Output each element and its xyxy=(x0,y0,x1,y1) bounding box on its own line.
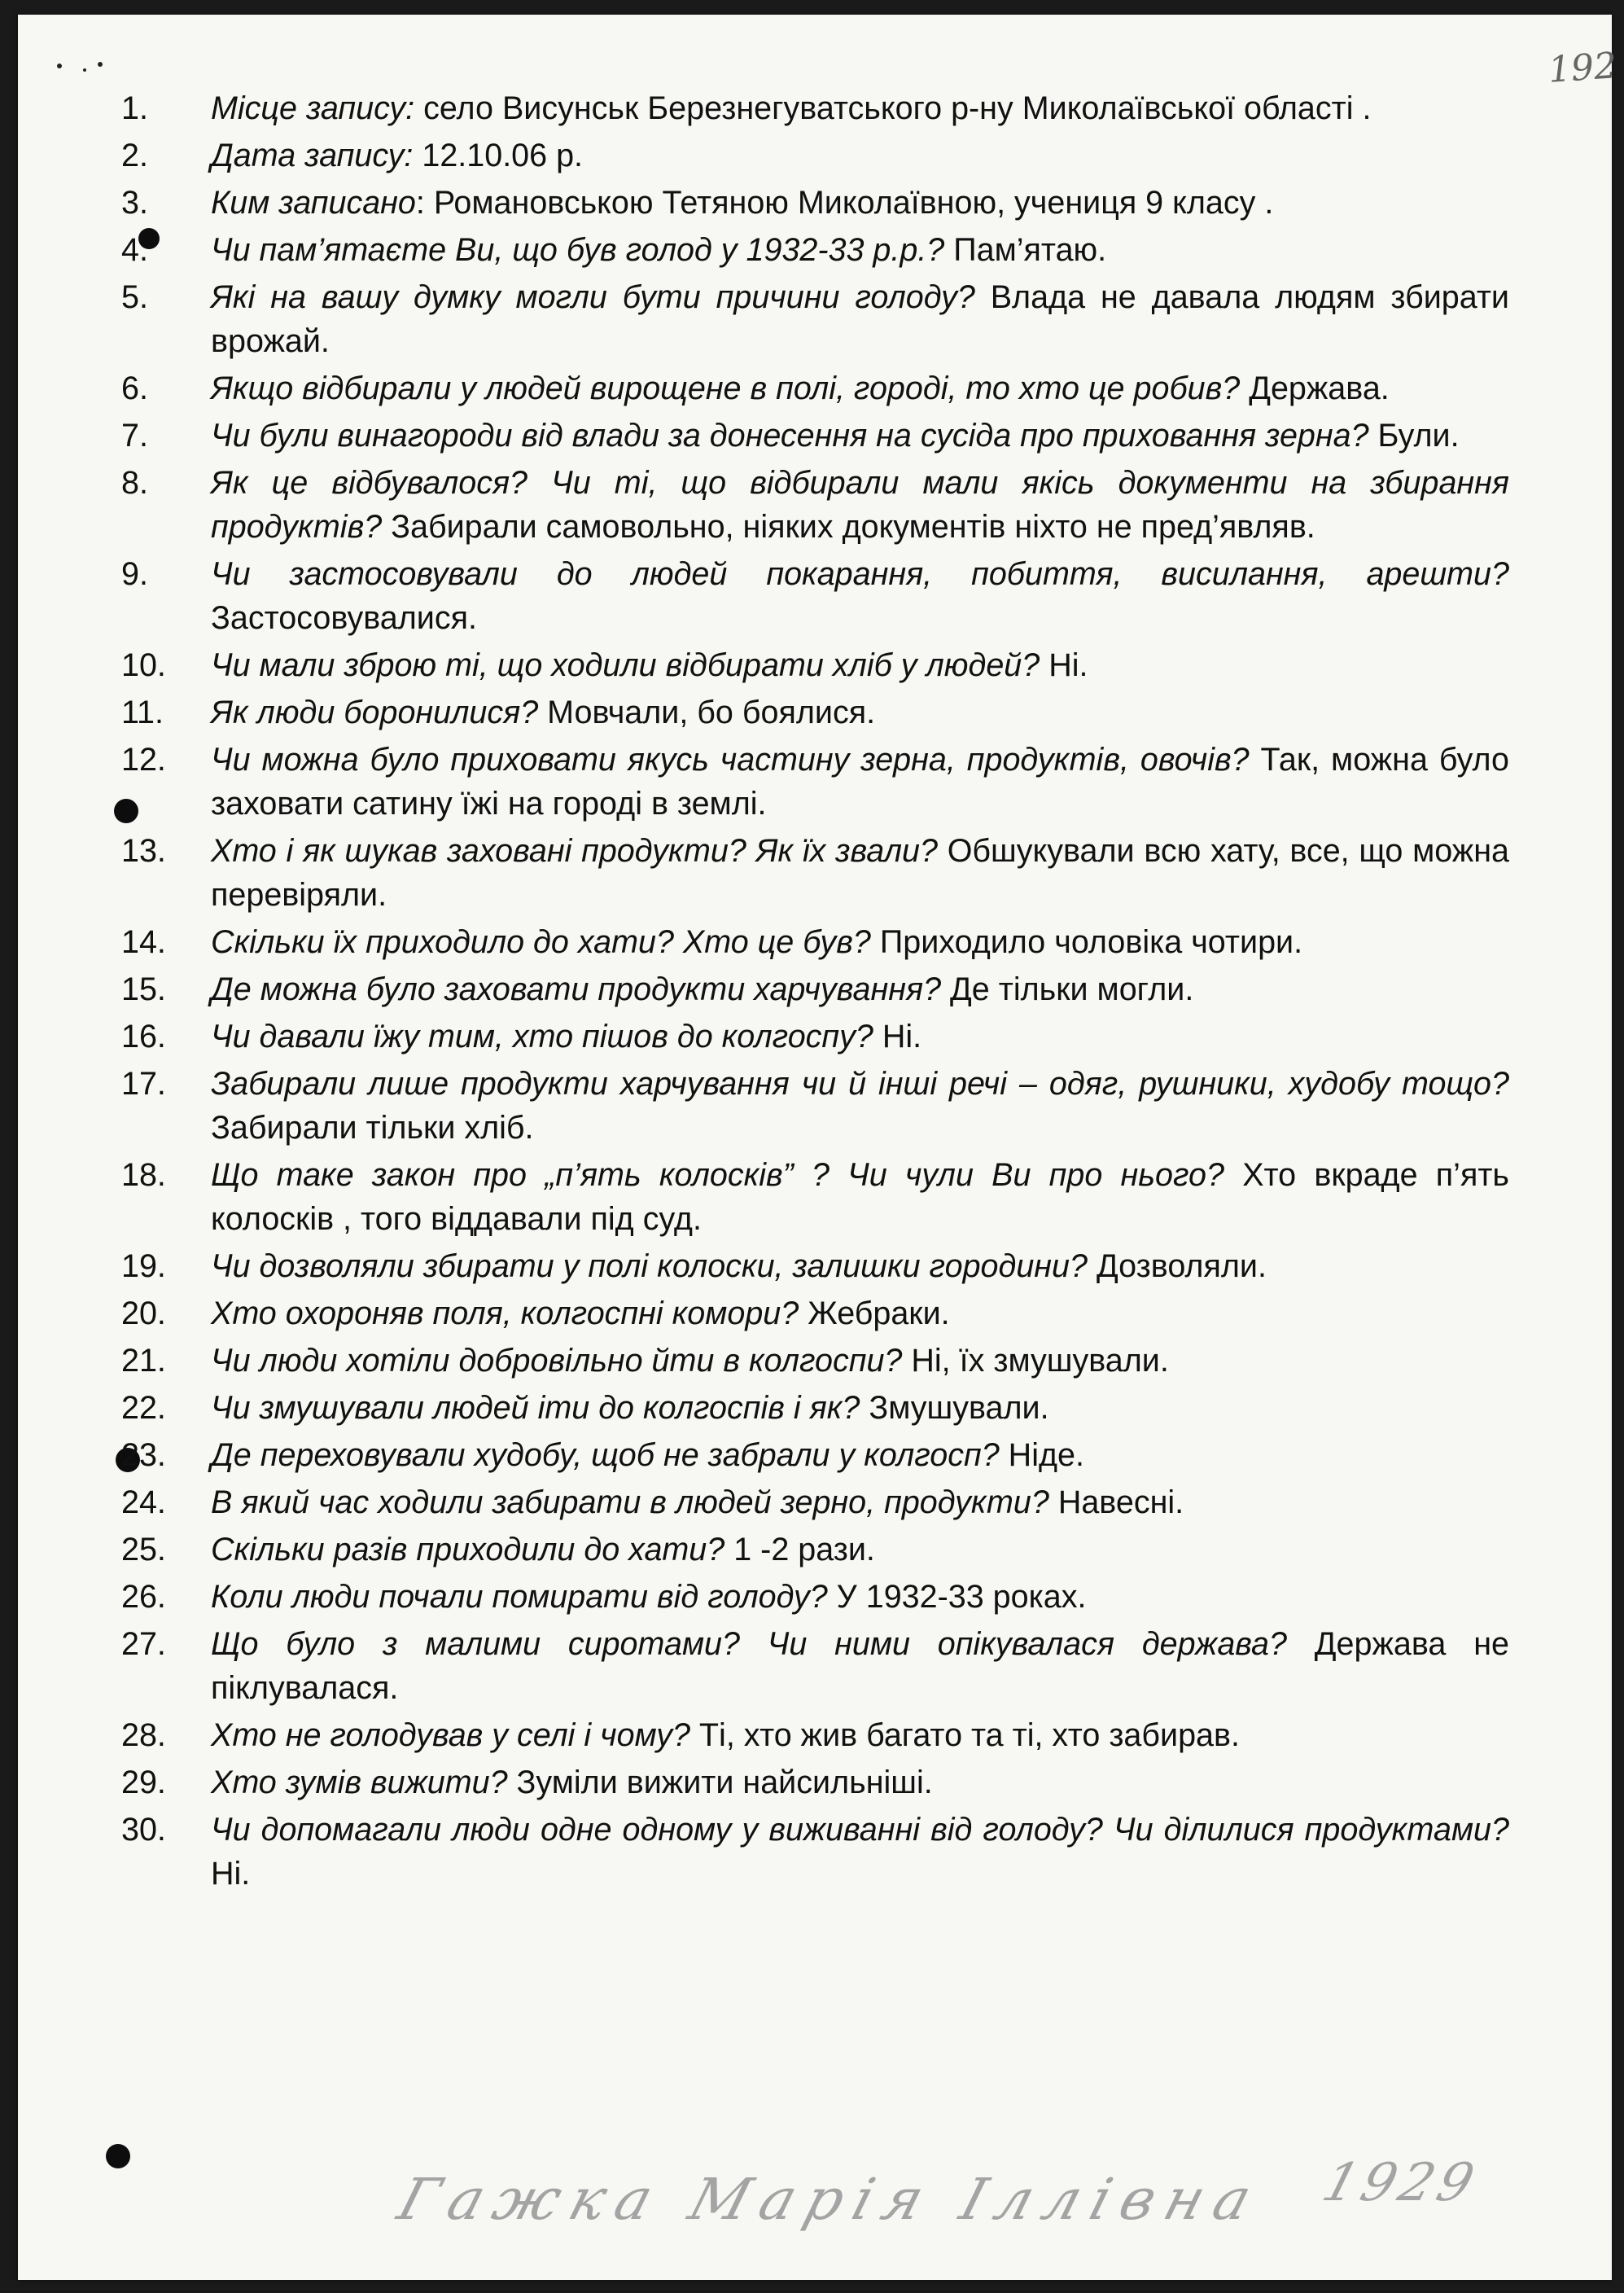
signature-year: 1929 xyxy=(1315,2153,1486,2213)
question-text xyxy=(211,1622,1509,1710)
question-text xyxy=(211,1062,1509,1150)
answer: 1 -2 рази. xyxy=(724,1532,875,1567)
answer: Забирали тільки хліб. xyxy=(211,1110,534,1146)
question: Скільки їх приходило до хати? Хто це був? xyxy=(211,924,871,960)
question-number: 4. xyxy=(121,232,148,268)
question-text xyxy=(211,1015,1509,1059)
question-item xyxy=(18,643,1509,687)
answer: Були. xyxy=(1368,418,1460,454)
handwritten-signature xyxy=(384,2153,1508,2246)
question-number: 7. xyxy=(121,418,148,454)
question-text xyxy=(211,1339,1509,1383)
question-number: 14. xyxy=(121,924,166,960)
answer: Мовчали, бо боялися. xyxy=(538,695,876,730)
question-text xyxy=(211,1808,1509,1896)
question-text xyxy=(211,1528,1509,1572)
question-item xyxy=(18,366,1509,410)
answer: Держава не піклувалася. xyxy=(211,1626,1509,1706)
answer: Ні. xyxy=(211,1856,251,1892)
answer: Ті, хто жив багато та ті, хто забирав. xyxy=(689,1717,1240,1753)
question: Якщо відбирали у людей вирощене в полі, городі, то хто це робив? xyxy=(211,370,1241,406)
answer: Обшукували всю хату, все, що можна перевіряли. xyxy=(211,833,1509,913)
question-number: 21. xyxy=(121,1343,166,1379)
question-text xyxy=(211,86,1509,130)
question: Як це відбувалося? Чи ті, що відбирали мали якісь документи на збирання продуктів? xyxy=(211,465,1509,545)
question-number: 10. xyxy=(121,647,166,683)
question-text xyxy=(211,1713,1509,1757)
question-item xyxy=(18,738,1509,826)
answer: Де тільки могли. xyxy=(941,971,1194,1007)
question-item xyxy=(18,920,1509,964)
question: Що таке закон про „п’ять колосків” ? Чи чули Ви про нього? xyxy=(211,1157,1224,1193)
question-number: 2. xyxy=(121,138,148,173)
question-text xyxy=(211,134,1509,178)
question-text xyxy=(211,829,1509,917)
question-item xyxy=(18,1244,1509,1288)
question-item xyxy=(18,1480,1509,1524)
question-item xyxy=(18,552,1509,640)
answer: Навесні. xyxy=(1048,1484,1184,1520)
question: Чи дозволяли збирати у полі колоски, залишки городини? xyxy=(211,1248,1088,1284)
answer: Ні. xyxy=(1040,647,1088,683)
question-text xyxy=(211,552,1509,640)
answer: Дозволяли. xyxy=(1087,1248,1267,1284)
answer: Зуміли вижити найсильніші. xyxy=(507,1765,933,1800)
question: Як люди боронилися? xyxy=(211,695,539,730)
question-number: 15. xyxy=(121,971,166,1007)
question-text xyxy=(211,1760,1509,1804)
question: Чи застосовували до людей покарання, побиття, висилання, арешти? xyxy=(211,556,1509,592)
question-item xyxy=(18,1291,1509,1335)
question: Хто не голодував у селі і чому? xyxy=(211,1717,690,1753)
question-number: 29. xyxy=(121,1765,166,1800)
answer: Влада не давала людям збирати врожай. xyxy=(211,279,1509,359)
answer: Змушували. xyxy=(860,1390,1049,1426)
answer: село Висунськ Березнегуватського р-ну Миколаївської області . xyxy=(414,90,1372,126)
question-item xyxy=(18,1760,1509,1804)
question-number: 23. xyxy=(121,1437,166,1473)
question-text xyxy=(211,414,1509,458)
question-item xyxy=(18,461,1509,549)
question-item xyxy=(18,1386,1509,1430)
question-number: 18. xyxy=(121,1157,166,1193)
question: Чи допомагали люди одне одному у виживанні від голоду? Чи ділилися продуктами? xyxy=(211,1812,1509,1848)
punch-hole xyxy=(106,2144,130,2168)
question-number: 26. xyxy=(121,1579,166,1615)
question: Де можна було заховати продукти харчування? xyxy=(211,971,942,1007)
question: Чи змушували людей іти до колгоспів і як? xyxy=(211,1390,860,1426)
answer: : Романовською Тетяною Миколаївною, учениця 9 класу . xyxy=(415,185,1274,221)
answer: Приходило чоловіка чотири. xyxy=(870,924,1303,960)
question-text xyxy=(211,1433,1509,1477)
question-item xyxy=(18,967,1509,1011)
question: Чи були винагороди від влади за донесення на сусіда про приховання зерна? xyxy=(211,418,1369,454)
question-number: 5. xyxy=(121,279,148,315)
signature-name: Гажка Марія Іллівна xyxy=(391,2166,1271,2233)
question-item xyxy=(18,275,1509,363)
paper-speck xyxy=(98,62,103,67)
question: Коли люди почали помирати від голоду? xyxy=(211,1579,828,1615)
question-item xyxy=(18,1528,1509,1572)
question-item xyxy=(18,1153,1509,1241)
answer: Застосовувалися. xyxy=(211,600,477,636)
question-number: 24. xyxy=(121,1484,166,1520)
question: Дата запису: xyxy=(211,138,414,173)
question: Ким записано xyxy=(211,185,416,221)
question-item xyxy=(18,181,1509,225)
question-item xyxy=(18,829,1509,917)
question-text xyxy=(211,181,1509,225)
question-number: 8. xyxy=(121,465,148,501)
question-number: 12. xyxy=(121,742,166,778)
question-number: 22. xyxy=(121,1390,166,1426)
question-item xyxy=(18,134,1509,178)
question-number: 27. xyxy=(121,1626,166,1662)
question-item xyxy=(18,1713,1509,1757)
question-number: 13. xyxy=(121,833,166,869)
question: Що було з малими сиротами? Чи ними опікувалася держава? xyxy=(211,1626,1287,1662)
question-text xyxy=(211,1244,1509,1288)
question: Хто зумів вижити? xyxy=(211,1765,508,1800)
question-number: 17. xyxy=(121,1066,166,1102)
question: Які на вашу думку могли бути причини голоду? xyxy=(211,279,975,315)
question-text xyxy=(211,643,1509,687)
question-item xyxy=(18,228,1509,272)
page-number: 192 xyxy=(1547,45,1618,91)
question: Хто охороняв поля, колгоспні комори? xyxy=(211,1296,799,1331)
question-number: 19. xyxy=(121,1248,166,1284)
question-item xyxy=(18,1015,1509,1059)
question-text xyxy=(211,920,1509,964)
question-text xyxy=(211,366,1509,410)
answer: Ні, їх змушували. xyxy=(902,1343,1169,1379)
question-text xyxy=(211,1480,1509,1524)
question-item xyxy=(18,1433,1509,1477)
question-number: 25. xyxy=(121,1532,166,1567)
question-text xyxy=(211,1575,1509,1619)
question-number: 20. xyxy=(121,1296,166,1331)
question: Де переховували худобу, щоб не забрали у колгосп? xyxy=(211,1437,1000,1473)
document-page xyxy=(18,15,1618,2280)
question-text xyxy=(211,1386,1509,1430)
question: В який час ходили забирати в людей зерно, продукти? xyxy=(211,1484,1049,1520)
question-item xyxy=(18,1339,1509,1383)
question-text xyxy=(211,228,1509,272)
question: Чи можна було приховати якусь частину зерна, продуктів, овочів? xyxy=(211,742,1250,778)
answer: Хто вкраде п’ять колосків , того віддавали під суд. xyxy=(211,1157,1510,1237)
question: Чи мали зброю ті, що ходили відбирати хліб у людей? xyxy=(211,647,1040,683)
question-number: 11. xyxy=(121,695,164,730)
question-number: 30. xyxy=(121,1812,166,1848)
question: Чи люди хотіли добровільно йти в колгоспи? xyxy=(211,1343,903,1379)
answer: Держава. xyxy=(1240,370,1390,406)
paper-speck xyxy=(83,68,86,72)
question-text xyxy=(211,275,1509,363)
question-number: 28. xyxy=(121,1717,166,1753)
answer: Так, можна було заховати сатину їжі на городі в землі. xyxy=(211,742,1509,822)
questionnaire-list xyxy=(18,86,1612,1896)
question-number: 9. xyxy=(121,556,148,592)
question-item xyxy=(18,691,1509,734)
question-text xyxy=(211,1153,1509,1241)
question-item xyxy=(18,1808,1509,1896)
question: Місце запису: xyxy=(211,90,415,126)
question-item xyxy=(18,86,1509,130)
answer: Жебраки. xyxy=(799,1296,950,1331)
question-text xyxy=(211,1291,1509,1335)
answer: У 1932-33 роках. xyxy=(827,1579,1087,1615)
question: Хто і як шукав заховані продукти? Як їх звали? xyxy=(211,833,938,869)
question: Скільки разів приходили до хати? xyxy=(211,1532,725,1567)
question: Чи давали їжу тим, хто пішов до колгоспу? xyxy=(211,1019,873,1054)
question-text xyxy=(211,691,1509,734)
question: Чи пам’ятаєте Ви, що був голод у 1932-33 р.р.? xyxy=(211,232,945,268)
question-item xyxy=(18,1575,1509,1619)
answer: Ніде. xyxy=(999,1437,1084,1473)
question: Забирали лише продукти харчування чи й інші речі – одяг, рушники, худобу тощо? xyxy=(211,1066,1509,1102)
answer: Ні. xyxy=(873,1019,922,1054)
answer: 12.10.06 р. xyxy=(413,138,584,173)
question-number: 16. xyxy=(121,1019,166,1054)
paper-speck xyxy=(57,64,62,68)
answer: Забирали самовольно, ніяких документів ніхто не пред’являв. xyxy=(382,509,1315,545)
question-text xyxy=(211,461,1509,549)
question-item xyxy=(18,1062,1509,1150)
answer: Пам’ятаю. xyxy=(944,232,1107,268)
question-item xyxy=(18,414,1509,458)
question-number: 3. xyxy=(121,185,148,221)
question-item xyxy=(18,1622,1509,1710)
question-number: 1. xyxy=(121,90,148,126)
question-number: 6. xyxy=(121,370,148,406)
question-text xyxy=(211,738,1509,826)
question-text xyxy=(211,967,1509,1011)
